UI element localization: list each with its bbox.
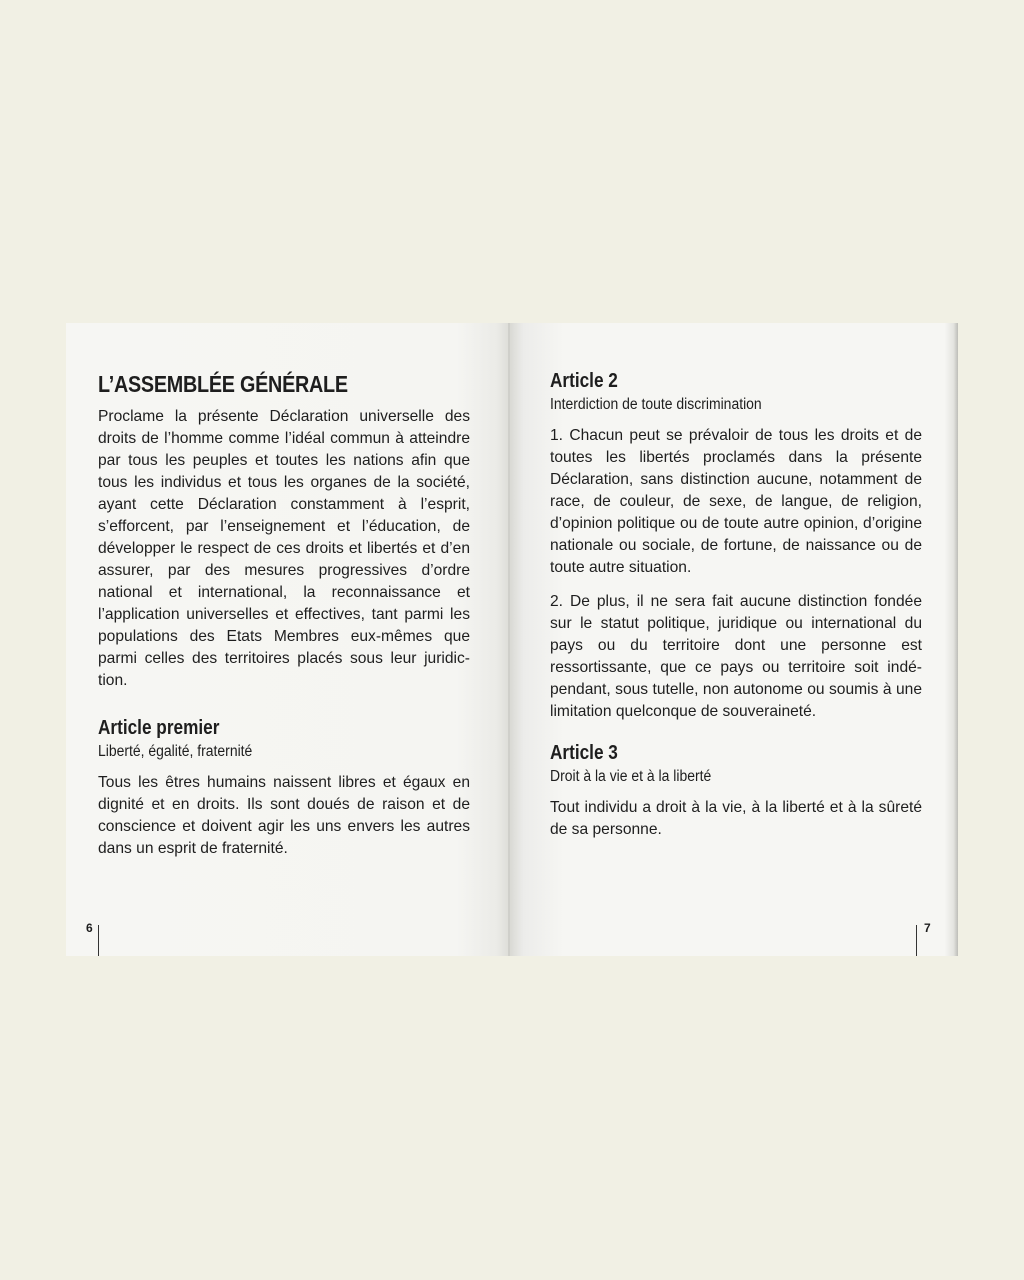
page-title: L’ASSEMBLÉE GÉNÉRALE (98, 371, 348, 397)
article-1-subtitle: Liberté, égalité, fraternité (98, 743, 253, 760)
article-2-paragraph-2: 2. De plus, il ne sera fait aucune distinction fondée sur le statut politique, juridique ou international du pays ou du territoire dont une personne est ressortissante, que ce pays ou territoire soit indépendant, sous tutelle, non autonome ou soumis à une limitation quelconque de souveraineté. (550, 593, 922, 720)
book-spread (66, 323, 958, 956)
left-page-content (98, 369, 470, 872)
article-3-subtitle: Droit à la vie et à la liberté (550, 768, 712, 785)
article-1-title: Article premier (98, 717, 220, 739)
left-page (66, 323, 510, 956)
article-3-text: Tout individu a droit à la vie, à la liberté et à la sûreté de sa personne. (550, 799, 922, 838)
article-3-title: Article 3 (550, 742, 618, 764)
page-number-right: 7 (924, 921, 931, 935)
article-2-paragraph-1: 1. Chacun peut se prévaloir de tous les droits et de toutes les libertés proclamés dans la présente Déclaration, sans distinction aucune, notamment de race, de couleur, de sexe, de langue, de religion, d’opinion politique ou de toute autre opinion, d’origine nationale ou sociale, de fortune, de naissance ou de toute autre situation. (550, 427, 922, 576)
page-number-left: 6 (86, 921, 93, 935)
right-page-content (550, 369, 922, 853)
article-1-text: Tous les êtres humains naissent libres et égaux en dignité et en droits. Ils sont doués de raison et de conscience et doivent agir les uns envers les autres dans un esprit de fraternité. (98, 774, 470, 857)
preamble-paragraph: Proclame la présente Déclaration universelle des droits de l’homme comme l’idéal commun à atteindre par tous les peuples et toutes les nations afin que tous les individus et tous les organes de la société, ayant cette Déclaration constamment à l’esprit, s’efforcent, par l’enseignement et l’éducation, de développer le respect de ces droits et libertés et d’en assurer, par des mesures progressives d’ordre national et international, la reconnaissance et l’application universelles et effectives, tant parmi les populations des Etats Membres eux-mêmes que parmi celles des territoires placés sous leur juridiction. (98, 408, 470, 689)
folio-rule-right (916, 925, 917, 956)
right-page (510, 323, 958, 956)
folio-rule-left (98, 925, 99, 956)
article-2-subtitle: Interdiction de toute discrimination (550, 396, 762, 413)
article-2-title: Article 2 (550, 370, 618, 392)
